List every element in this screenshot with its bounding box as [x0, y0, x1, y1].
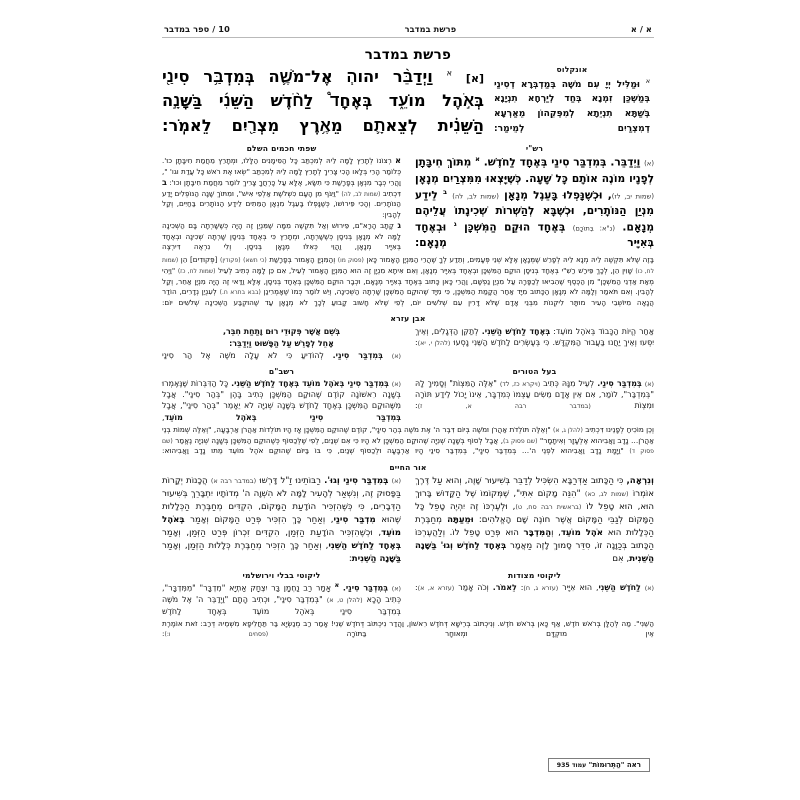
ibn-ezra-right-text: (א) בְּמִדְבַּר סִינַי. לְהוֹדִיעַ כִּי לֹא עָלָה מֹשֶׁה אֶל הַר סִינַי	[162, 350, 401, 360]
running-head-left: א / א	[630, 24, 652, 34]
likutei-metzudos-text: (א) לַחֹדֶשׁ הַשֵּׁנִי, הוּא אִיָּיר (עזרא ג, ח): לֵאמֹר. וְכֹה אָמַר (עזרא א, א):	[415, 583, 655, 593]
ibn-ezra-left-text: אַחַר הֱיוֹת הַכָּבוֹד בְּאֹהֶל מוֹעֵד: בְּאֶחָד לַחֹדֶשׁ הַשֵּׁנִי. לְתַקֵּן הַדְּגָלִים, וְאֵיךְ יִסְּעוּ וְאֵיךְ יַחֲנוּ בַּעֲבוּר הַמִּקְדָּשׁ. כִּי בְּעֶשְׂרִים לַחֹדֶשׁ הַשֵּׁנִי נָסְעוּ (להלן י, יא):	[415, 326, 654, 348]
rashbam-wide-text: וְכֵן מוֹכִיחַ לְפָנֵינוּ דִּכְתִיב (להלן ג, א) "וְאֵלֶּה תּוֹלְדֹת אַהֲרֹן וּמֹשֶׁה בְּיוֹם דִּבֶּר ה' אֶת מֹשֶׁה בְּהַר סִינָי", קוֹדֶם שֶׁהוּקַם הַמִּשְׁכָּן אָז הָיוּ תּוֹלְדוֹת אַהֲרֹן אַרְבָּעָה, "וְאֵלֶּה שְׁמוֹת בְּנֵי אַהֲרֹן… נָדָב וַאֲבִיהוּא אֶלְעָזָר וְאִיתָמָר" (שם פסוק ב), אֲבָל לְסוֹף בְּשָׁנָה שְׁנִיָּה שֶׁהוּקַם הַמִּשְׁכָּן לֹא הָיוּ כִּי אִם שְׁנַיִם, לְפִי שֶׁלְּכַסּוֹף כְּשֶׁהוּקַם הַמִּשְׁכָּן בְּשָׁנָה שְׁנִיָּה נֶאֱמַר (שם פסוק ד) "וַיָּמָת נָדָב וַאֲבִיהוּא לִפְנֵי ה'… בְּמִדְבַּר סִינָי", בְּמִדְבַּר סִינַי הָיוּ אַרְבָּעָה וּלְכַסּוֹף שְׁנַיִם, כִּי בּוֹ בַּיּוֹם שֶׁהוּקַם אֹהֶל מוֹעֵד מֵתוּ נָדָב וַאֲבִיהוּא:	[162, 424, 654, 456]
sifsei-paragraph-1: א רְצוֹנוֹ לְתָרֵץ לָמָּה לֵיהּ לְמִכְתַּב כָּל הַסִּימָנִים הַלָּלוּ, וּמְתָרֵץ מֵחֲמַת חִיבָּתָן כוּ'. כְּלוֹמַר הָרֵי בְּלָאו הָכִי צָרִיךְ לְתָרֵץ לָמָּה לֵיהּ לְמִכְתַּב "שְׂאוּ אֶת רֹאשׁ כָּל עֲדַת וגו' ", וַהֲרֵי כְּבָר מִנְאָן בְּפָרָשַׁת כִּי תִשָּׂא, אֶלָּא עַל כָּרְחֲךָ צָרִיךְ לוֹמַר מֵחֲמַת חִיבָּתָן וכוּ': ב דִּכְתִיב (שמות לב, לה) "וַיִּגֹּף מִן הָעָם כִּשְׁלֹשֶׁת אַלְפֵי אִישׁ", וּמִתּוֹךְ שָׁנָה הַנּוֹפְלִים יָדַע הַנּוֹתָרִים. וְהָכִי פֵּירוּשׁוֹ, כְּשֶׁנָּפְלוּ בָּעֵגֶל מִנְאָן הַמֵּתִים לֵידַע הַנּוֹתָרִים בַּחַיִּים, וְקַל לְהָבִין:	[162, 156, 401, 219]
ibn-ezra-right-column	[162, 326, 401, 361]
likutim-wide-text: הַשֵּׁנִי". מַה לְּהַלָּן בְּרֹאשׁ חֹדֶשׁ, אַף כָּאן בְּרֹאשׁ חֹדֶשׁ. וְנִיכְתּוֹב בְּרֵישָׁא דְּחֹדֶשׁ רִאשׁוֹן, וַהֲדַר נִיכְתּוֹב דְּחֹדֶשׁ שֵׁנִי! אָמַר רַב מְנַשְּׂיָא בַּר תַּחֲלִיפָא מִשְּׁמֵיהּ דְּרַב: זֹאת אוֹמֶרֶת אֵין מוּקְדָּם וּמְאוּחָר בַּתּוֹרָה (פסחים ו:):	[162, 618, 654, 639]
page-title: פרשת במדבר	[364, 46, 452, 63]
ibn-ezra-poem-line-1: בְּשֵׁם אֲשֶׁר פְּקוּדֵי רוּם וָתַחַת חִבֵּר,	[222, 326, 341, 336]
page-sheet	[162, 24, 654, 776]
sifsei-chachamim-column	[162, 155, 401, 252]
running-head-center: פרשת במדבר	[404, 24, 457, 34]
verse-line-2: בְּאֹ֣הֶל מוֹעֵ֑ד בְּאֶחָד֩ לַחֹ֨דֶשׁ הַשֵּׁנִ֜י בַּשָּׁנָ֣ה	[162, 91, 484, 111]
baal-haturim-text: (א) בְּמִדְבַּר סִינַי. לְעֵיל מִנָּהּ כְּתִיב (ויקרא כז, לד) "אֵלֶּה הַמִּצְוֹת" וְסָמִיךְ לָהּ "בְּמִדְבַּר", לוֹמַר, אִם אֵין אָדָם מֵשִׂים עַצְמוֹ כְּמִדְבָּר, אֵינוֹ יָכוֹל לֵידַע תּוֹרָה וּמִצְוֹת (במדבר רבה א, ז):	[415, 378, 654, 411]
ohr-hachaim-columns	[162, 475, 654, 565]
ibn-ezra-columns	[162, 326, 654, 361]
rashbam-heading: רשב"ם	[268, 366, 295, 376]
rashbam-band-headings	[162, 367, 654, 376]
ibn-ezra-left-column	[415, 326, 654, 361]
targum-heading: אונקלוס	[556, 64, 588, 74]
rashbam-band-columns	[162, 378, 654, 423]
ohr-hachaim-right-text: (א) בְּמִדְבַּר סִינַי וְגוּ'. רַבּוֹתֵינוּ זַ"ל דָּרְשׁוּ (במדבר רבה א) הֲכָנוֹת יְקָרוֹת בַּפָּסוּק זֶה, וְנִשְׁאַר לְהָעִיר לָמָּה לֹא הִשְׁוָה ה' מְדוֹתָיו יִתְבָּרֵךְ בְּשִׁיעוּר הַדְּבָרִים, כִּי כְּשֶׁהִזְכִּיר הוֹדָעַת הַמָּקוֹם, הִקְדִּים מְחַבֶּרֶת הַכְּלָלוּת שֶׁהוּא מִדְבַּר סִינַי, וְאַחַר כָּךְ הִזְכִּיר פְּרַט הַמָּקוֹם וְאָמַר בְּאֹהֶל מוֹעֵד, וּכְשֶׁהִזְכִּיר הוֹדָעַת הַזְּמַן, הִקְדִּים זִכְרוֹן פְּרַט הַזְּמַן, וְאָמַר בְּאֶחָד לַחֹדֶשׁ הַשֵּׁנִי, וְאַחַר כָּךְ הִזְכִּיר מְחַבֶּרֶת כְּלָלוּת הַזְּמַן, וְאָמַר בַּשָּׁנָה הַשֵּׁנִית:	[162, 476, 401, 564]
sifsei-wide-text: בָּזֶה שֶׁלֹּא תִּקְשֶׁה לֵיהּ מְנָא לֵיהּ לְפָרֵשׁ שֶׁמְּנָאָן אֶלָּא שְׁנֵי פְּעָמִים, וְתֵדַע לְךָ שֶׁהֲרֵי הַמִּנְיָן הָאָמוּר כָּאן (פסוק מו) וְהַמִּנְיָן הָאָמוּר בְּפָרָשַׁת (כי תשא) (פקודין) [פְּקוּדִים] הֵן (שמות לח, כו) שָׁוִין הֵן, לְכָךְ פֵּירַשׁ רַשִׁ"י בְּאֶחָד בְּנִיסָן הוּקַם הַמִּשְׁכָּן וּבְאֶחָד בְּאִיָּיר מְנָאָן, וְאִם אִיתָא מִנְיָן זֶה הוּא הַמִּנְיָן הָאָמוּר לְעֵיל, אִם כֵּן לָמָּה כְּתִיב לְעֵיל (שמות לח, כז) "וַיְהִי מְאַת אַדְנֵי הַמִּשְׁכָּן" מִן הַכֶּסֶף שֶׁהֵבִיאוּ לְכַפָּרָה עַל מִנְיַן נַפְשָׁם, וַהֲרֵי כָּאן כָּתוּב בְּאֶחָד בְּאִיָּיר מְנָאָם, וּכְבָר הוּקַם הַמִּשְׁכָּן בְּאֶחָד בְּנִיסָן, אֶלָּא וַדַּאי זֶה הָיָה מִנְיָן אַחֵר, וְקַל לְהָבִין. וְאִם תֹּאמַר וְלָמָּה לֹא מְנָאָן הַכָּתוּב מִיָּד אַחַר הֲקָמַת הַמִּשְׁכָּן, כִּי מִיָּד שֶׁהוּקַם הַמִּשְׁכָּן שָׁרְתָה הַשְּׁכִינָה, וְיֵשׁ לוֹמַר כְּמוֹ שֶׁאָמְרִינַן (בבא בתרא ח.) לְעִנְיַן נְדָרִים, הוֹדַר הֲנָאָה מִיּוֹשְׁבֵי הָעִיר מוּתָּר לִיקְנוֹת מִבְּנֵי אָדָם שֶׁלֹּא דָּרִין עִם שְׁלֹשִׁים יוֹם, לְפִי שֶׁלֹּא חָשׁוּב קָבוּעַ לְכָךְ לֹא מְנָאָן עַד שֶׁהוּקְבַּע הַשְּׁכִינָה שְׁלֹשִׁים יוֹם:	[162, 255, 654, 307]
likutim-band-columns	[162, 582, 654, 616]
likutei-bavli-yerushalmi-heading: ליקוטי בבלי וירושלמי	[242, 571, 321, 581]
rashi-band-headings	[162, 144, 654, 153]
ohr-hachaim-left-text: וְנִרְאָה, כִּי הַכָּתוּב אַדְּרַבָּא הִשְׂכִּיל לְדַבֵּר בְּשִׁיעוּר שָׁוֶה, וְהוּא עַל דֶּרֶךְ אוֹמְרוֹ (שמות לג, כא) "הִנֵּה מָקוֹם אִתִּי", שֶׁמְּקוֹמוֹ שֶׁל הַקָּדוֹשׁ בָּרוּךְ הוּא, הוּא טָפֵל לוֹ (בראשית רבה סח, ט), וּלְעֶרְכּוֹ זֶה יִהְיֶה טָפֵל כָּל הַמָּקוֹם לְגַבֵּי הַמָּקוֹם אֲשֶׁר חוֹנֶה שָׁם הָאֱלֹהִים: וּמֵעַתָּה מְחַבֶּרֶת הַכְּלָלוּת הוּא אֹהֶל מוֹעֵד, וְהַמִּדְבָּר הוּא פְּרַט טָפֵל לוֹ. וְלַהֲעֶרְכּוֹ הַכָּתוּב בְּכַוָּנָה זוֹ, סִדֵּר סָמוּךְ לָזֶה מַאֲמָר בְּאֶחָד לַחֹדֶשׁ וְגוּ' בַּשָּׁנָה הַשֵּׁנִית, אִם	[415, 476, 655, 564]
ibn-ezra-heading: אבן עזרא	[390, 313, 426, 323]
likutim-band	[162, 571, 654, 640]
running-head	[162, 24, 654, 38]
cross-reference-prefix: ראה	[626, 760, 641, 769]
rashi-band	[162, 144, 654, 308]
rashbam-text: (א) בְּמִדְבַּר סִינַי בְּאֹהֶל מוֹעֵד בְּאֶחָד לַחֹדֶשׁ הַשֵּׁנִי. כָּל הַדִּבְּרוֹת שֶׁנֶּאֶמְרוּ בְּשָׁנָה רִאשׁוֹנָה קוֹדֶם שֶׁהוּקַם הַמִּשְׁכָּן כְּתִיב בָּהֶן "בְּהַר סִינַי". אֲבָל מִשֶּׁהוּקַם הַמִּשְׁכָּן בְּאֶחָד לַחֹדֶשׁ בְּשָׁנָה שְׁנִיָּה לֹא יֵאָמֵר "בְּהַר סִינַי", אֲבָל בְּמִדְבַּר סִינַי בְּאֹהֶל מוֹעֵד,	[162, 378, 402, 422]
ohr-hachaim-heading: אור החיים	[389, 463, 427, 473]
targum-body-text: וּמַלִּיל יְיָ עִם מֹשֶׁה בְּמַדְבְּרָא דְסִינַי בְּמַשְׁכַּן זִמְנָא בְּחַד לְיַרְחָא תִנְיָנָא בְּשַׁתָּא תִנְיֵתָא לְמִפְּקֵהוֹן מֵאַרְעָא דְמִצְרַיִם לְמֵימַר:	[494, 79, 650, 134]
ibn-ezra-poem-line-2: אָחֵל לְפָרֵשׁ עַל הַפָּשׁוּט וַיְדַבֵּר:	[229, 338, 334, 348]
running-head-right: 10 / ספר במדבר	[164, 24, 230, 34]
ohr-hachaim-band	[162, 463, 654, 565]
verse-text	[162, 65, 484, 139]
cross-reference-page: עמוד 935	[556, 761, 587, 769]
targum-column	[494, 65, 650, 137]
verse-column	[162, 65, 484, 139]
cross-reference-box[interactable]	[548, 758, 650, 773]
rashi-heading: רש"י	[525, 144, 544, 154]
likutim-band-headings	[162, 571, 654, 580]
ibn-ezra-band	[162, 314, 654, 361]
targum-verse-mark: א	[645, 77, 650, 85]
scripture-band	[162, 65, 654, 139]
verse-line-1: וַיְדַבֵּ֨ר יהוה֧ אֶל־מֹשֶׁ֛ה בְּמִדְבַּ֥ר סִינַ֖י	[162, 66, 433, 86]
likutei-bavli-yerushalmi-text: (א) בְּמִדְבַּר סִינַי. $^א$ אָמַר רַב נַחְמָן בַּר יִצְחָק אַתְיָא "מִדְבָּר" "מִמִּדְבָּר", כְּתִיב הָכָא (להלן ט, א) "בְּמִדְבַּר סִינַי", וּכְתִיב הָתָם "וַיְדַבֵּר ה' אֶל מֹשֶׁה בְּמִדְבַּר סִינַי בְּאֹהֶל מוֹעֵד בְּאֶחָד לַחֹדֶשׁ	[162, 582, 402, 616]
targum-text	[494, 77, 650, 137]
rashbam-band	[162, 367, 654, 457]
rashi-column	[415, 155, 654, 252]
chapter-marker: [א]	[465, 71, 484, 85]
cross-reference-title: "הַתְּרוּמוֹת"	[588, 760, 625, 769]
likutei-metzudos-heading: ליקוטי מצודות	[508, 571, 561, 581]
rashi-text: (א) וַיְדַבֵּר. בְּמִדְבַּר סִינַי בְּאֶחָד לַחֹדֶשׁ. $^א$ מִתּוֹךְ חִיבָּתָן לְפָנָיו מוֹנֶה אוֹתָם כָּל שָׁעָה. כְּשֶׁיָּצְאוּ מִמִּצְרַיִם מְנָאָן (שמות יב, לז), וּכְשֶׁנָּפְלוּ בָּעֵגֶל מְנָאָן (שמות לב, לה) $^ב$ לֵידַע מִנְיַן הַנּוֹתָרִים, וּכְשֶׁבָּא לְהַשְׁרוֹת שְׁכִינָתוֹ עֲלֵיהֶם מְנָאָם. (נ"א: בְּתוֹכָם) בְּאֶחָד הוּקַם הַמִּשְׁכָּן $^ג$ וּבְאֶחָד בְּאִיָּיר מְנָאָם:	[415, 155, 655, 250]
verse-line-3: הַשֵּׁנִ֗ית לְצֵאתָ֛ם מֵאֶ֥רֶץ מִצְרַ֖יִם לֵאמֹֽר:	[162, 115, 484, 135]
baal-haturim-heading: בעל הטורים	[512, 366, 557, 376]
sifsei-chachamim-heading: שפתי חכמים השלם	[246, 144, 317, 154]
rashi-band-columns	[162, 155, 654, 252]
sifsei-paragraph-2: ג קָתָב הָרָא"ם, פֵּירוּשׁ וְאַל תִּקְשֶׁה מִמָּה שֶׁמִּנְיַן זֶה הָיָה כְּשֶׁשָּׁרְתָה בָּם הַשְּׁכִינָה לָמָּה לֹא מְנָאָן בְּנִיסָן כְּשֶׁשָּׁרְתָה, וּמְתָרֵץ כִּי בְּאֶחָד בְּנִיסָן שָׁרְתָה שְׁכִינָה וּבְאֶחָד בְּאִיָּיר מְנָאָן, וַהֲוֵי כְּאִלּוּ מְנָאָן בְּנִיסָן. וְלִי נִרְאֶה דִּירְצֶה	[162, 221, 401, 251]
verse-letter: א	[446, 68, 453, 78]
